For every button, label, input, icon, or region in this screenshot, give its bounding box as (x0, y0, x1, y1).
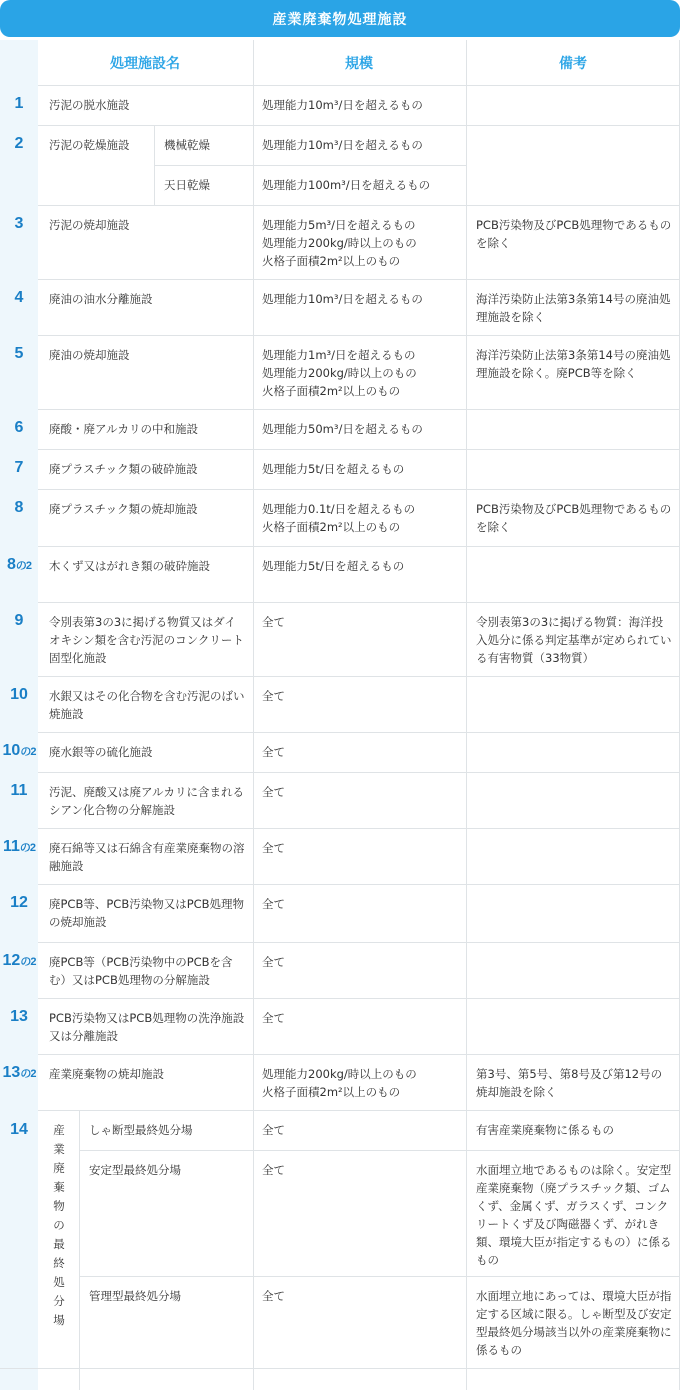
scale-value: 処理能力10m³/日を超えるもの (262, 292, 423, 306)
column-divider (253, 40, 254, 1390)
row-number-main: 7 (14, 459, 24, 476)
row-number-suffix: の2 (20, 746, 36, 758)
notes-value: 有害産業廃棄物に係るもの (476, 1123, 614, 1137)
row-divider (38, 676, 680, 677)
row-number-main: 8 (14, 499, 24, 516)
scale-value: 処理能力5t/日を超えるもの (262, 559, 405, 573)
row-number (0, 686, 38, 704)
row-number-main: 12 (10, 894, 28, 911)
row-divider (38, 884, 680, 885)
row-number-main: 11 (10, 782, 28, 799)
scale-value: 全て (262, 841, 285, 855)
sub-method: 天日乾燥 (164, 178, 210, 192)
scale-value: 全て (262, 897, 285, 911)
facility-name: 汚泥、廃酸又は廃アルカリに含まれるシアン化合物の分解施設 (49, 785, 245, 817)
row-number (0, 952, 38, 970)
landfill-type: 安定型最終処分場 (89, 1163, 181, 1177)
scale-value: 処理能力200kg/時以上のもの 火格子面積2m²以上のもの (262, 1067, 417, 1099)
row-number (0, 894, 38, 912)
scale-value: 処理能力10m³/日を超えるもの (262, 138, 423, 152)
notes-value: 令別表第3の3に掲げる物質：海洋投入処分に係る判定基準が定められている有害物質（33物質） (476, 615, 672, 665)
landfill-type: しゃ断型最終処分場 (89, 1123, 193, 1137)
facility-name: 木くず又はがれき類の破砕施設 (49, 559, 210, 573)
row-number (0, 499, 38, 517)
row-number (0, 419, 38, 437)
row-divider (38, 279, 680, 280)
row-divider (38, 942, 680, 943)
scale-value: 処理能力50m³/日を超えるもの (262, 422, 423, 436)
row-number-main: 8 (6, 556, 16, 573)
notes-value: 水面埋立地にあっては、環境大臣が指定する区域に限る。しゃ断型及び安定型最終処分場該当以外の産業廃棄物に係るもの (476, 1289, 672, 1357)
row-divider (38, 998, 680, 999)
row-number-main: 10 (10, 686, 28, 703)
row-number-main: 12 (2, 952, 21, 969)
scale-value: 全て (262, 615, 285, 629)
facility-name: 廃油の油水分離施設 (49, 292, 153, 306)
row-divider (38, 772, 680, 773)
row-number (0, 1008, 38, 1026)
notes-value: 海洋汚染防止法第3条第14号の廃油処理施設を除く。廃PCB等を除く (476, 348, 671, 380)
scale-value: 全て (262, 1289, 285, 1303)
facility-name: 廃酸・廃アルカリの中和施設 (49, 422, 199, 436)
row-divider (79, 1276, 680, 1277)
facility-name: 汚泥の焼却施設 (49, 218, 130, 232)
column-divider (154, 125, 155, 205)
row-number-main: 1 (14, 95, 24, 112)
row-number-suffix: の2 (20, 1068, 36, 1080)
row-number-main: 9 (14, 612, 24, 629)
scale-value: 処理能力10m³/日を超えるもの (262, 98, 423, 112)
column-divider (79, 1110, 80, 1390)
number-column-background (0, 40, 38, 1390)
facility-name: 廃PCB等（PCB汚染物中のPCBを含む）又はPCB処理物の分解施設 (49, 955, 233, 987)
row-number (0, 612, 38, 630)
row-number-main: 11 (2, 838, 20, 855)
landfill-type: 管理型最終処分場 (89, 1289, 181, 1303)
facility-name: 廃PCB等、PCB汚染物又はPCB処理物の焼却施設 (49, 897, 245, 929)
row-number-main: 4 (14, 289, 24, 306)
facility-name: 廃プラスチック類の破砕施設 (49, 462, 198, 476)
row-number-suffix: の2 (15, 560, 32, 572)
row-divider (38, 205, 680, 206)
table-title: 産業廃棄物処理施設 (0, 0, 680, 37)
row-number-main: 13 (2, 1064, 21, 1081)
facility-name: 廃石綿等又は石綿含有産業廃棄物の溶融施設 (49, 841, 245, 873)
row-number-main: 5 (14, 345, 24, 362)
facility-name: 水銀又はその化合物を含む汚泥のばい焼施設 (49, 689, 245, 721)
facility-name: PCB汚染物又はPCB処理物の洗浄施設又は分離施設 (49, 1011, 245, 1043)
row-number (0, 742, 38, 760)
notes-value: 第3号、第5号、第8号及び第12号の焼却施設を除く (476, 1067, 663, 1099)
scale-value: 処理能力5t/日を超えるもの (262, 462, 405, 476)
column-divider (466, 40, 467, 1390)
row-number (0, 459, 38, 477)
facility-name: 汚泥の乾燥施設 (49, 138, 130, 152)
facility-name: 汚泥の脱水施設 (49, 98, 130, 112)
facility-name: 廃プラスチック類の焼却施設 (49, 502, 198, 516)
scale-value: 全て (262, 955, 285, 969)
scale-value: 処理能力100m³/日を超えるもの (262, 178, 431, 192)
notes-value: 海洋汚染防止法第3条第14号の廃油処理施設を除く (476, 292, 671, 324)
facility-name: 令別表第3の3に掲げる物質又はダイオキシン類を含む汚泥のコンクリート固型化施設 (49, 615, 244, 665)
row-number-main: 3 (14, 215, 24, 232)
row-number-main: 6 (14, 419, 24, 436)
notes-value: 水面埋立地であるものは除く。安定型産業廃棄物（廃プラスチック類、ゴムくず、金属くず、ガラスくず、コンクリートくず及び陶磁器くず、がれき類、環境大臣が指定するもの）に係るもの (476, 1163, 672, 1267)
row-number (0, 556, 38, 574)
scale-value: 全て (262, 1163, 285, 1177)
row-divider (38, 409, 680, 410)
notes-value: PCB汚染物及びPCB処理物であるものを除く (476, 502, 672, 534)
header-notes: 備考 (559, 55, 587, 72)
row-divider (38, 1054, 680, 1055)
row-number-main: 10 (2, 742, 21, 759)
row-number-main: 13 (10, 1008, 28, 1025)
row-divider (38, 732, 680, 733)
row-divider (38, 449, 680, 450)
row-number-main: 14 (10, 1121, 28, 1138)
row-number (0, 215, 38, 233)
notes-value: PCB汚染物及びPCB処理物であるものを除く (476, 218, 672, 250)
row-number-main: 2 (14, 135, 24, 152)
row-divider (154, 165, 466, 166)
landfill-category: 産業廃棄物の最終処分場 (53, 1123, 65, 1327)
row-divider (0, 1368, 680, 1369)
row-divider (38, 1110, 680, 1111)
row-divider (38, 489, 680, 490)
scale-value: 全て (262, 689, 285, 703)
row-number (0, 345, 38, 363)
scale-value: 処理能力0.1t/日を超えるもの 火格子面積2m²以上のもの (262, 502, 416, 534)
sub-method: 機械乾燥 (164, 138, 210, 152)
row-number (0, 289, 38, 307)
row-divider (79, 1150, 680, 1151)
row-number-suffix: の2 (19, 842, 36, 854)
header-scale: 規模 (345, 55, 373, 72)
row-number (0, 782, 38, 800)
row-divider (38, 602, 680, 603)
row-number (0, 1121, 38, 1139)
scale-value: 処理能力5m³/日を超えるもの 処理能力200kg/時以上のもの 火格子面積2m²以上のもの (262, 218, 417, 268)
row-divider (38, 546, 680, 547)
scale-value: 全て (262, 1011, 285, 1025)
scale-value: 全て (262, 745, 285, 759)
header-name: 処理施設名 (110, 55, 180, 72)
facility-name: 廃水銀等の硫化施設 (49, 745, 153, 759)
scale-value: 処理能力1m³/日を超えるもの 処理能力200kg/時以上のもの 火格子面積2m²以上のもの (262, 348, 417, 398)
row-number (0, 838, 38, 856)
facility-name: 産業廃棄物の焼却施設 (49, 1067, 164, 1081)
row-number (0, 95, 38, 113)
row-number-suffix: の2 (20, 956, 36, 968)
row-divider (38, 85, 680, 86)
row-divider (38, 125, 680, 126)
row-divider (38, 828, 680, 829)
row-number (0, 1064, 38, 1082)
scale-value: 全て (262, 1123, 285, 1137)
row-divider (38, 335, 680, 336)
scale-value: 全て (262, 785, 285, 799)
row-number (0, 135, 38, 153)
facility-name: 廃油の焼却施設 (49, 348, 130, 362)
